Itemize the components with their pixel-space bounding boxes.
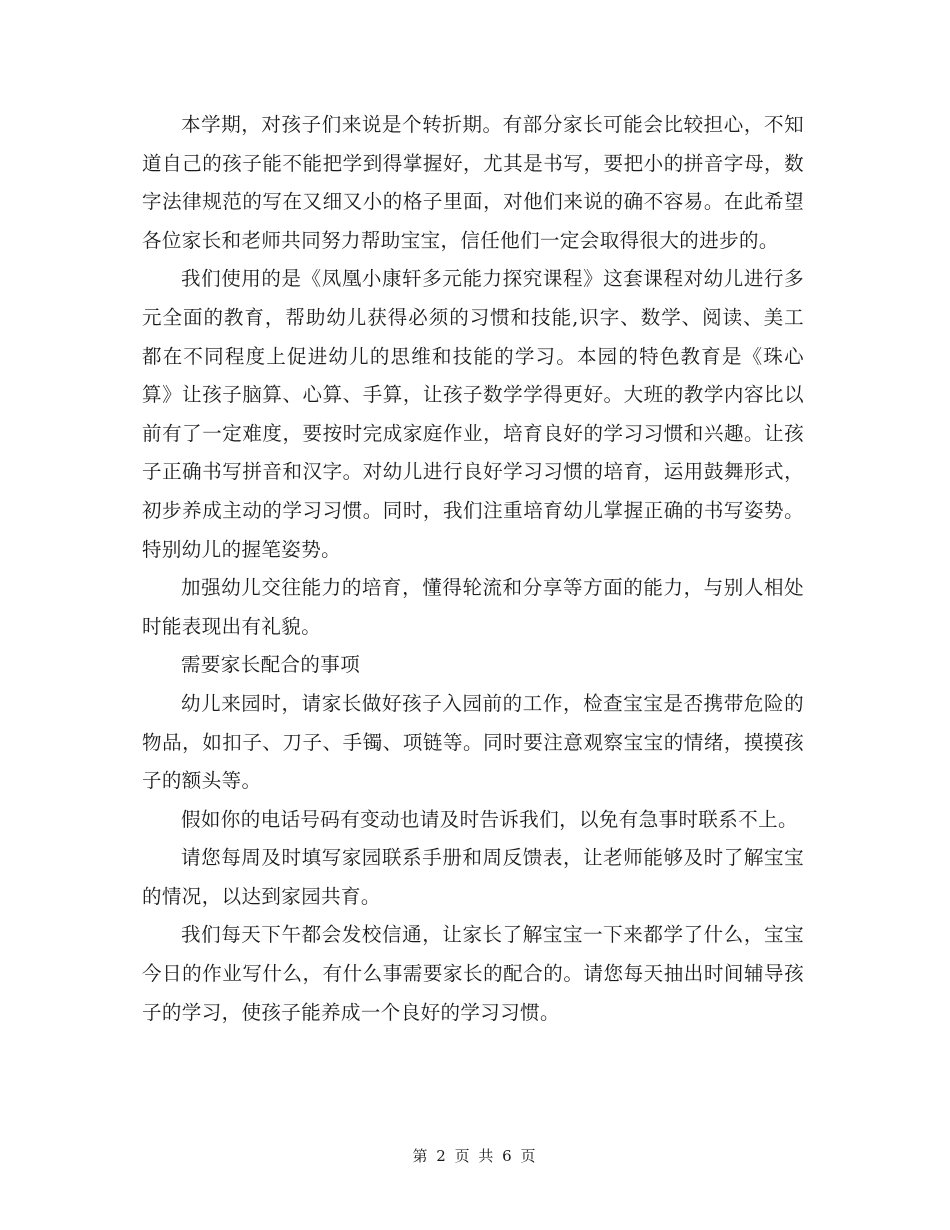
page-footer — [0, 1146, 950, 1166]
paragraph-daily-message: 我们每天下午都会发校信通，让家长了解宝宝一下来都学了什么，宝宝今日的作业写什么，有什么事需要家长的配合的。请您每天抽出时间辅导孩子的学习，使孩子能养成一个良好的学习习惯。 — [142, 923, 804, 1024]
document-body — [142, 106, 804, 1032]
paragraph-curriculum: 我们使用的是《凤凰小康轩多元能力探究课程》这套课程对幼儿进行多元全面的教育，帮助幼儿获得必须的习惯和技能,识字、数学、阅读、美工都在不同程度上促进幼儿的思维和技能的学习。本园的特色教育是《珠心算》让孩子脑算、心算、手算，让孩子数学学得更好。大班的教学内容比以前有了一定难度，要按时完成家庭作业，培育良好的学习习惯和兴趣。让孩子正确书写拼音和汉字。对幼儿进行良好学习习惯的培育，运用鼓舞形式，初步养成主动的学习习惯。同时，我们注重培育幼儿掌握正确的书写姿势。特别幼儿的握笔姿势。 — [142, 267, 804, 561]
section-heading-parent-cooperation: 需要家长配合的事项 — [181, 653, 361, 677]
current-page-number: 2 — [436, 1147, 448, 1165]
paragraph-social-skills: 加强幼儿交往能力的培育，懂得轮流和分享等方面的能力，与别人相处时能表现出有礼貌。 — [142, 576, 804, 638]
page-label-prefix: 第 — [412, 1147, 430, 1165]
total-pages-number: 6 — [502, 1147, 514, 1165]
paragraph-semester-intro: 本学期，对孩子们来说是个转折期。有部分家长可能会比较担心，不知道自己的孩子能不能把学到得掌握好，尤其是书写，要把小的拼音字母，数字法律规范的写在又细又小的格子里面，对他们来说的确不容易。在此希望各位家长和老师共同努力帮助宝宝，信任他们一定会取得很大的进步的。 — [142, 113, 804, 252]
page-label-suffix: 页 — [520, 1147, 538, 1165]
paragraph-arrival-check: 幼儿来园时，请家长做好孩子入园前的工作，检查宝宝是否携带危险的物品，如扣子、刀子、手镯、项链等。同时要注意观察宝宝的情绪，摸摸孩子的额头等。 — [142, 691, 804, 793]
paragraph-phone-update: 假如你的电话号码有变动也请及时告诉我们，以免有急事时联系不上。 — [181, 807, 798, 831]
page-label-mid: 页 共 — [454, 1147, 496, 1165]
paragraph-contact-handbook: 请您每周及时填写家园联系手册和周反馈表，让老师能够及时了解宝宝的情况，以达到家园共育。 — [142, 846, 804, 908]
